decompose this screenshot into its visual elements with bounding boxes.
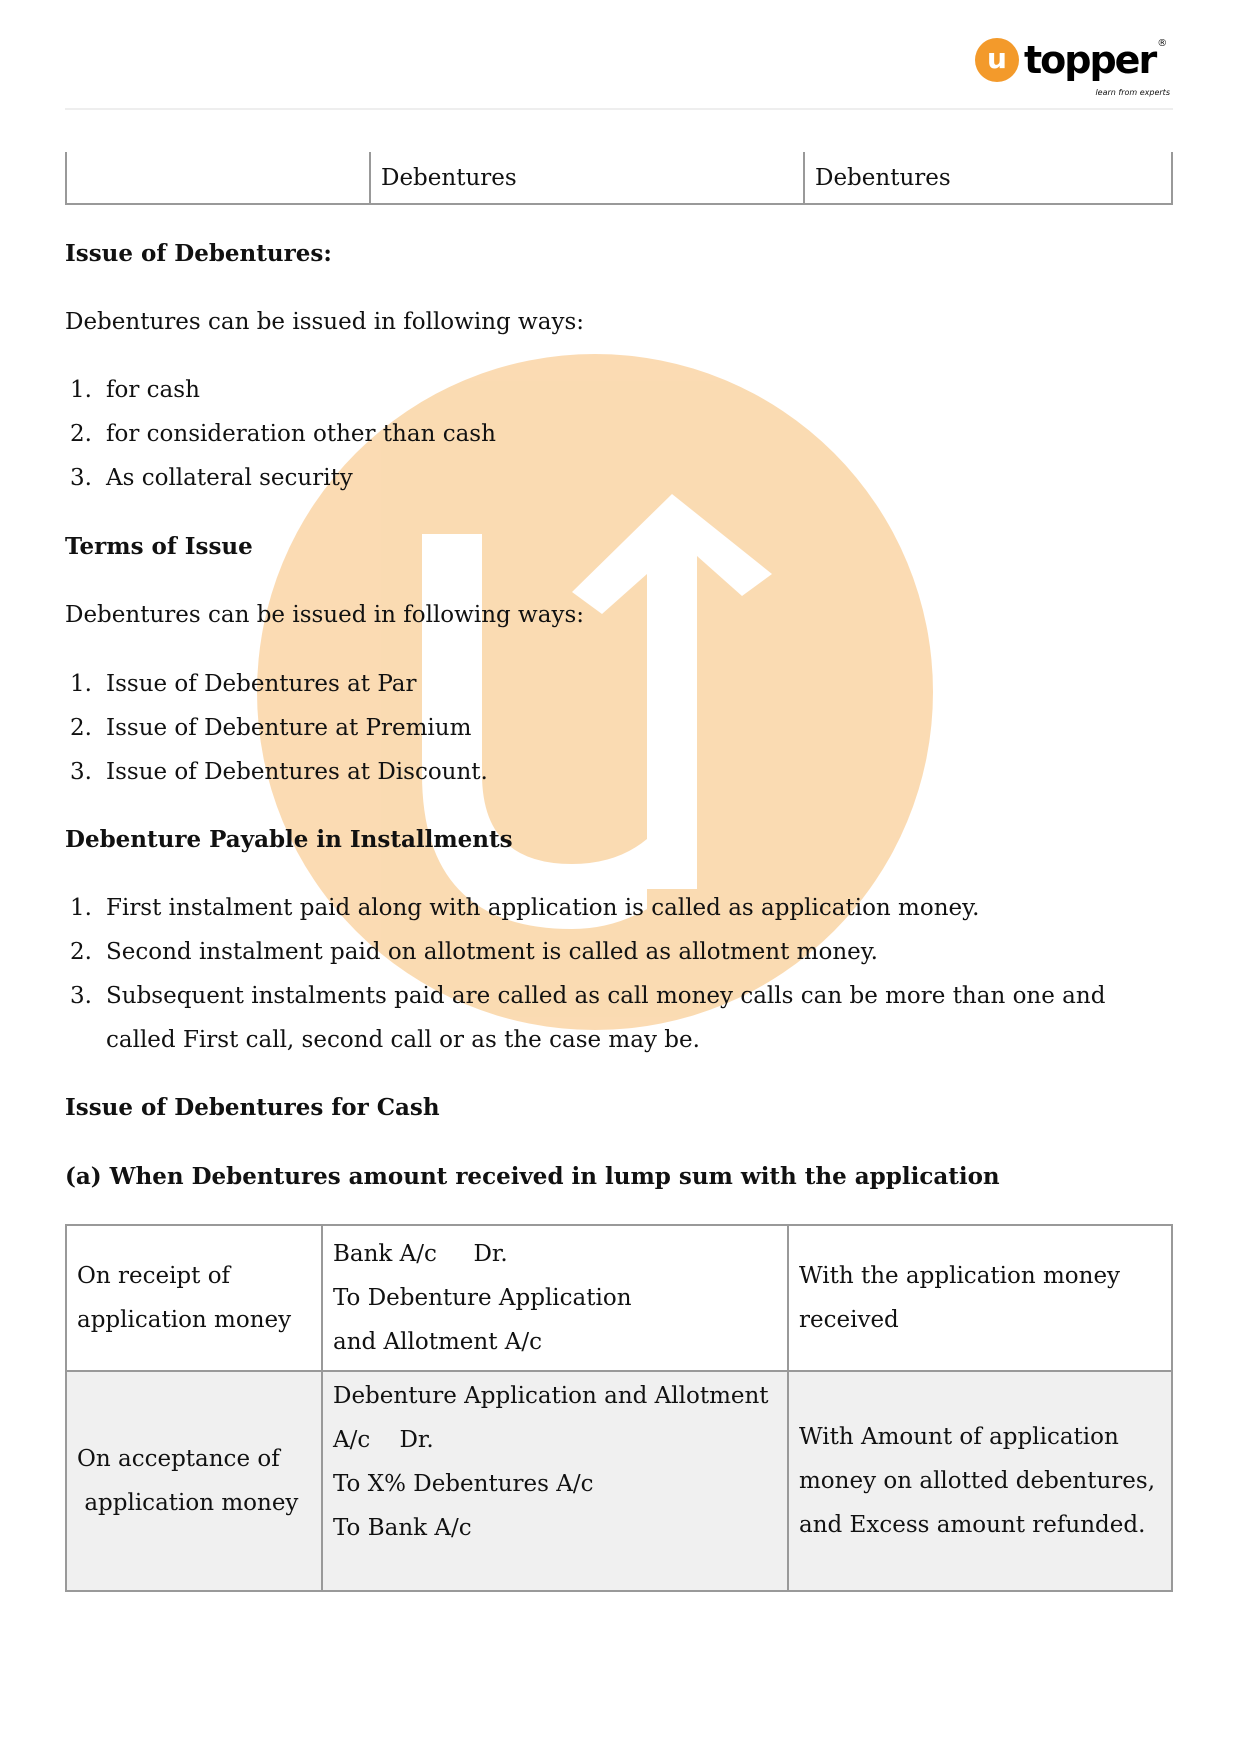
list-number: 1.	[70, 671, 92, 697]
cell-line: A/c Dr.	[333, 1427, 434, 1453]
cell-line: and Allotment A/c	[333, 1329, 542, 1355]
list-text: As collateral security	[106, 465, 353, 491]
cell-line: Bank A/c Dr.	[333, 1241, 508, 1267]
logo-text: topper	[1024, 38, 1156, 82]
section-heading: Issue of Debentures for Cash	[65, 1094, 440, 1121]
cell-line: To Bank A/c	[333, 1515, 472, 1541]
logo-registered: ®	[1157, 38, 1168, 49]
list-number: 1.	[70, 895, 92, 921]
list-text: First instalment paid along with application is called as application money.	[106, 895, 980, 921]
top-table-cell	[66, 152, 370, 204]
note-cell	[788, 1371, 1172, 1591]
subheading: (a) When Debentures amount received in lump sum with the application	[65, 1163, 1000, 1190]
event-cell	[66, 1371, 322, 1591]
journal-table	[65, 1224, 1173, 1592]
table-row	[66, 1225, 1172, 1371]
event-cell	[66, 1225, 322, 1371]
cell-line: application money	[77, 1307, 292, 1333]
list-text: for cash	[106, 377, 200, 403]
list-item	[70, 662, 417, 706]
cell-line: To X% Debentures A/c	[333, 1471, 594, 1497]
section-heading: Debenture Payable in Installments	[65, 826, 513, 853]
cell-line: and Excess amount refunded.	[799, 1512, 1146, 1538]
list-number: 3.	[70, 759, 92, 785]
cell-line: On acceptance of	[77, 1446, 280, 1472]
cell-line: With the application money	[799, 1263, 1121, 1289]
top-table	[65, 152, 1173, 205]
cell-line: On receipt of	[77, 1263, 231, 1289]
cell-line: To Debenture Application	[333, 1285, 632, 1311]
list-item	[70, 456, 353, 500]
list-text: for consideration other than cash	[106, 421, 496, 447]
note-cell	[788, 1225, 1172, 1371]
list-text-continued: called First call, second call or as the case may be.	[106, 1027, 700, 1053]
table-row	[66, 1371, 1172, 1591]
cell-line: money on allotted debentures,	[799, 1468, 1156, 1494]
list-item	[70, 886, 979, 930]
list-item	[70, 412, 496, 456]
list-text: Issue of Debentures at Discount.	[106, 759, 488, 785]
section-heading: Issue of Debentures:	[65, 240, 332, 267]
list-number: 2.	[70, 421, 92, 447]
cell-line: Debenture Application and Allotment	[333, 1383, 769, 1409]
list-item	[70, 974, 1105, 1062]
entry-cell	[322, 1371, 788, 1591]
header-divider	[65, 108, 1173, 110]
list-item	[70, 706, 471, 750]
list-item	[70, 750, 488, 794]
paragraph: Debentures can be issued in following ways:	[65, 309, 584, 335]
entry-cell	[322, 1225, 788, 1371]
top-table-cell: Debentures	[804, 152, 1172, 204]
list-text: Issue of Debenture at Premium	[106, 715, 472, 741]
list-text: Subsequent instalments paid are called as call money calls can be more than one and	[106, 983, 1106, 1009]
logo-row	[975, 38, 1180, 84]
logo-tagline: learn from experts	[1095, 88, 1170, 97]
logo-mark-icon: u	[975, 38, 1019, 82]
logo	[975, 38, 1180, 104]
list-text: Issue of Debentures at Par	[106, 671, 417, 697]
list-number: 1.	[70, 377, 92, 403]
list-text: Second instalment paid on allotment is called as allotment money.	[106, 939, 878, 965]
list-item	[70, 930, 878, 974]
list-number: 3.	[70, 983, 92, 1009]
list-number: 3.	[70, 465, 92, 491]
paragraph: Debentures can be issued in following ways:	[65, 602, 584, 628]
cell-line: received	[799, 1307, 899, 1333]
list-item	[70, 368, 200, 412]
top-table-cell: Debentures	[370, 152, 804, 204]
cell-line: With Amount of application	[799, 1424, 1119, 1450]
cell-line: application money	[77, 1490, 299, 1516]
section-heading: Terms of Issue	[65, 533, 253, 560]
list-number: 2.	[70, 939, 92, 965]
list-number: 2.	[70, 715, 92, 741]
